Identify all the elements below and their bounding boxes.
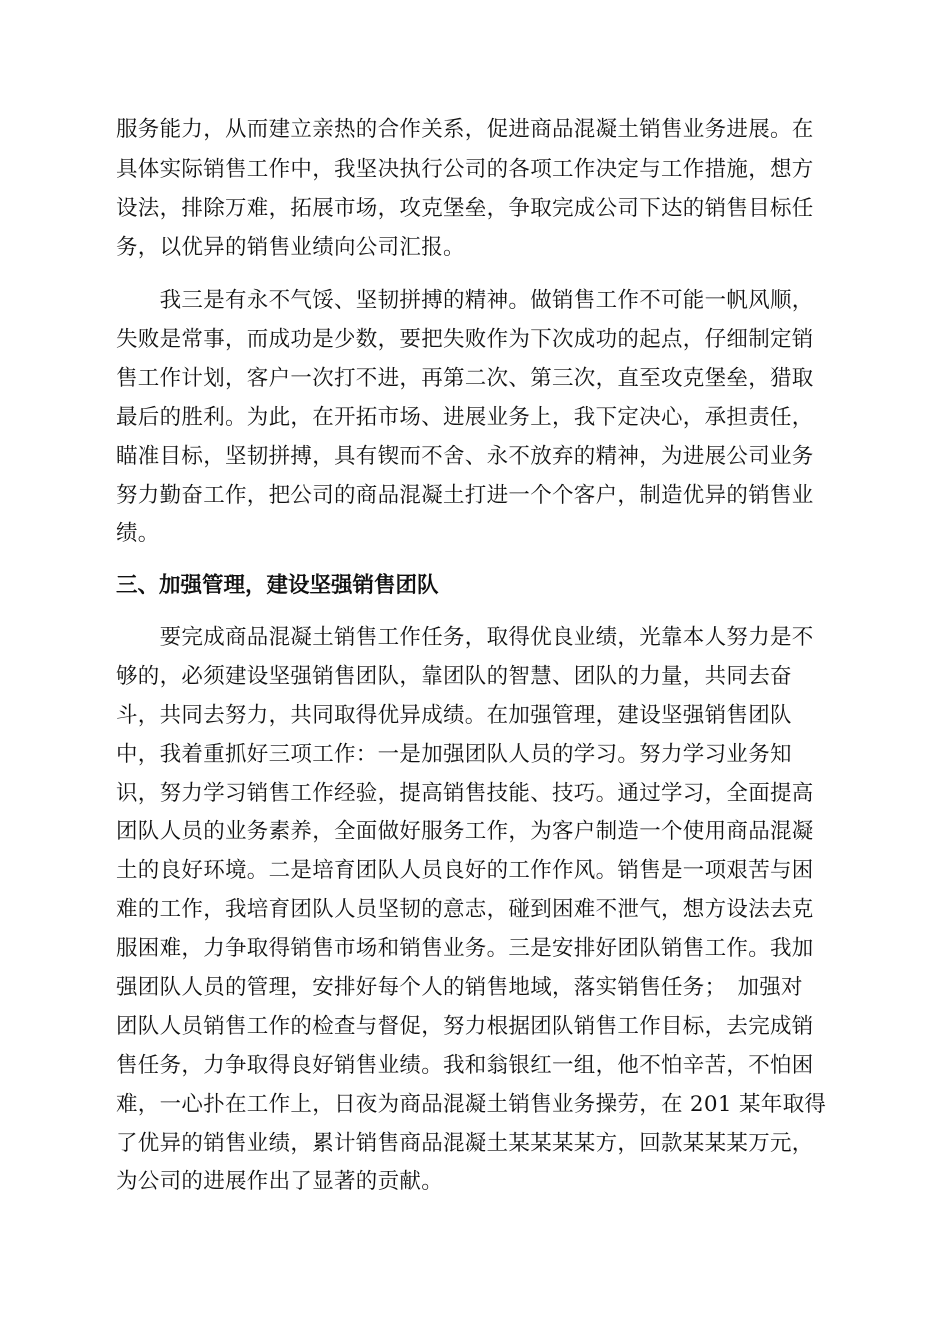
- paragraph-3-line-11: 团队人员销售工作的检查与督促，努力根据团队销售工作目标，去完成销: [116, 1014, 814, 1039]
- section-heading: 三、加强管理，建设坚强销售团队: [116, 573, 439, 598]
- paragraph-3-line-6: 团队人员的业务素养，全面做好服务工作，为客户制造一个使用商品混凝: [116, 819, 814, 844]
- paragraph-3-line-3: 斗，共同去努力，共同取得优异成绩。在加强管理，建设坚强销售团队: [116, 703, 792, 728]
- paragraph-2-line-1: 我三是有永不气馁、坚韧拼搏的精神。做销售工作不可能一帆风顺，: [116, 288, 814, 313]
- paragraph-3-line-13: 难，一心扑在工作上，日夜为商品混凝土销售业务操劳，在 201 某年取得: [116, 1092, 827, 1117]
- paragraph-1-line-2: 具体实际销售工作中，我坚决执行公司的各项工作决定与工作措施，想方: [116, 157, 814, 182]
- paragraph-3-line-14: 了优异的销售业绩，累计销售商品混凝土某某某某方，回款某某某万元，: [116, 1131, 814, 1156]
- paragraph-2-line-2: 失败是常事，而成功是少数，要把失败作为下次成功的起点，仔细制定销: [116, 327, 814, 352]
- paragraph-3-line-4: 中，我着重抓好三项工作：一是加强团队人员的学习。努力学习业务知: [116, 742, 792, 767]
- paragraph-1-line-4: 务，以优异的销售业绩向公司汇报。: [116, 235, 465, 260]
- paragraph-1-line-3: 设法，排除万难，拓展市场，攻克堡垒，争取完成公司下达的销售目标任: [116, 196, 814, 221]
- paragraph-2-line-6: 努力勤奋工作，把公司的商品混凝土打进一个个客户，制造优异的销售业: [116, 483, 814, 508]
- paragraph-2-line-4: 最后的胜利。为此，在开拓市场、进展业务上，我下定决心，承担责任，: [116, 405, 814, 430]
- paragraph-2-line-3: 售工作计划，客户一次打不进，再第二次、第三次，直至攻克堡垒，猎取: [116, 366, 814, 391]
- paragraph-3-line-2: 够的，必须建设坚强销售团队，靠团队的智慧、团队的力量，共同去奋: [116, 664, 792, 689]
- paragraph-3-line-15: 为公司的进展作出了显著的贡献。: [116, 1169, 444, 1194]
- paragraph-3-line-8: 难的工作，我培育团队人员坚韧的意志，碰到困难不泄气，想方设法去克: [116, 897, 814, 922]
- paragraph-3-line-12: 售任务，力争取得良好销售业绩。我和翁银红一组，他不怕辛苦，不怕困: [116, 1053, 814, 1078]
- paragraph-3-line-9: 服困难，力争取得销售市场和销售业务。三是安排好团队销售工作。我加: [116, 936, 814, 961]
- paragraph-1-line-1: 服务能力，从而建立亲热的合作关系，促进商品混凝土销售业务进展。在: [116, 117, 814, 142]
- paragraph-2-line-7: 绩。: [116, 521, 160, 546]
- paragraph-3-line-5: 识，努力学习销售工作经验，提高销售技能、技巧。通过学习，全面提高: [116, 781, 814, 806]
- paragraph-3-line-1: 要完成商品混凝土销售工作任务，取得优良业绩，光靠本人努力是不: [116, 625, 814, 650]
- paragraph-2-line-5: 瞄准目标，坚韧拼搏，具有锲而不舍、永不放弃的精神，为进展公司业务: [116, 444, 814, 469]
- paragraph-3-line-10: 强团队人员的管理，安排好每个人的销售地域，落实销售任务； 加强对: [116, 975, 803, 1000]
- paragraph-3-line-7: 土的良好环境。二是培育团队人员良好的工作作风。销售是一项艰苦与困: [116, 858, 814, 883]
